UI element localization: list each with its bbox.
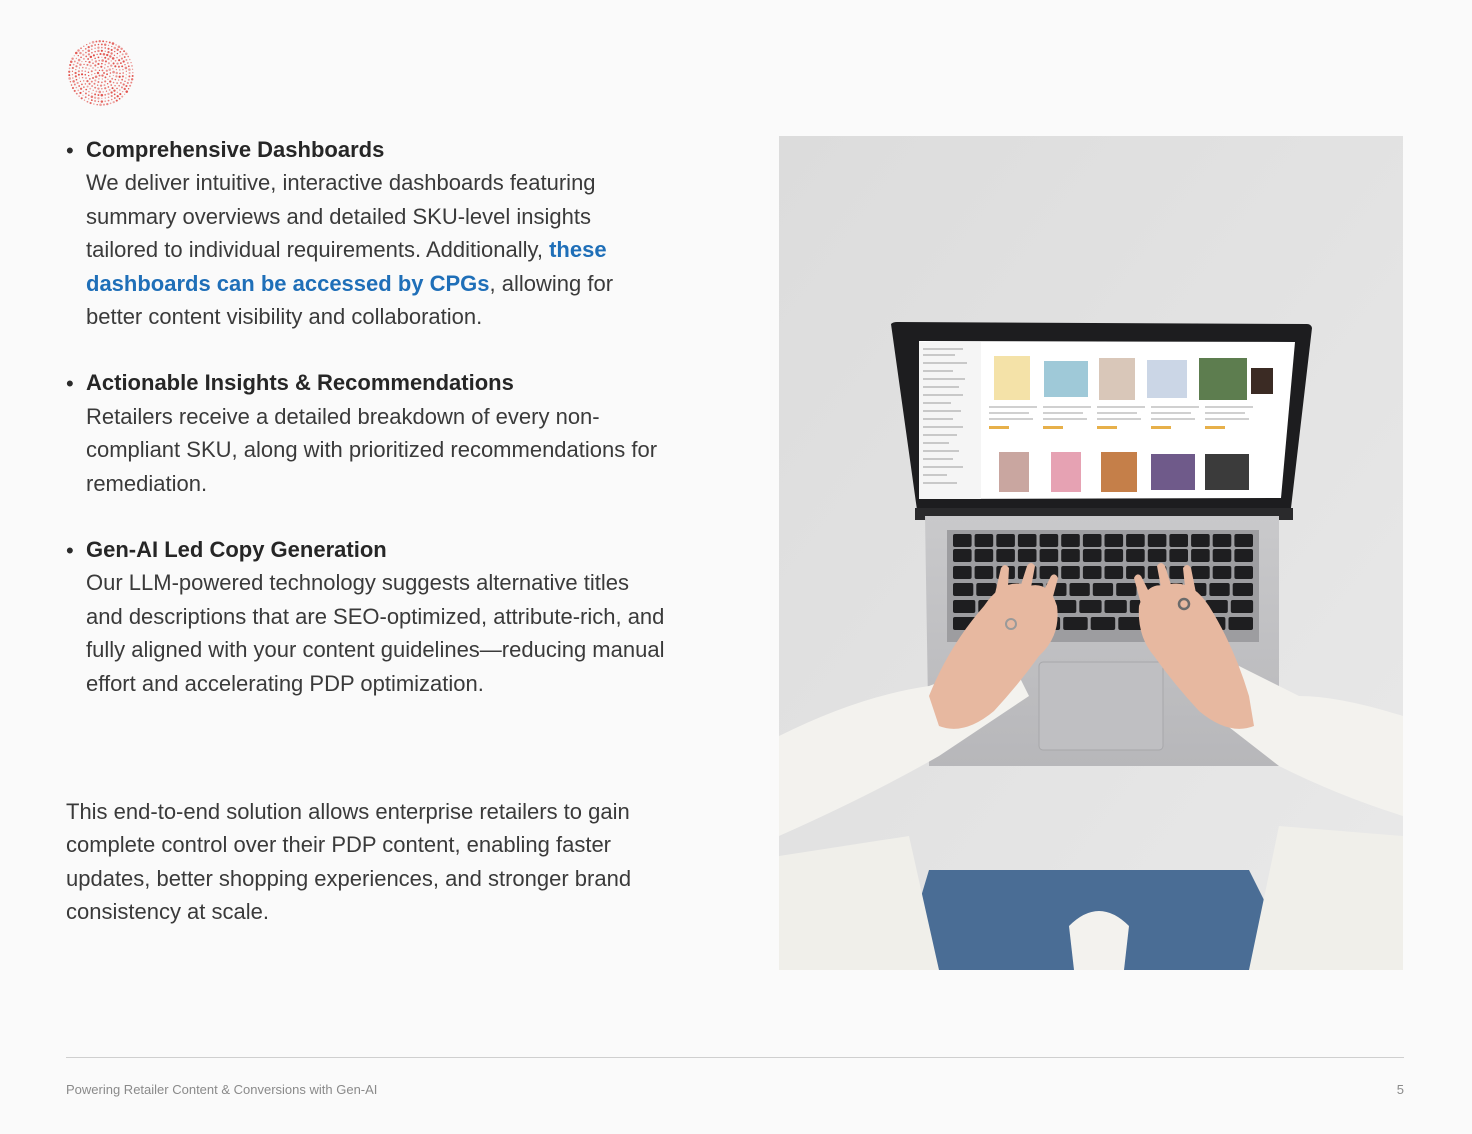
laptop-photo — [779, 136, 1403, 970]
feature-item-copy-generation — [66, 533, 666, 700]
feature-body-text: , allowing for better content visibility and collaboration. — [86, 270, 614, 330]
page-number: 5 — [1396, 1082, 1404, 1097]
feature-item-dashboards — [66, 133, 666, 333]
features-section — [66, 133, 666, 733]
feature-body-text: We deliver intuitive, interactive dashboards featuring summary overviews and detailed SKU-level insights tailored to individual requirements. Additionally, — [86, 170, 596, 263]
highlighted-link-text[interactable]: these dashboards can be accessed by CPGs — [86, 237, 607, 296]
laptop-illustration — [779, 136, 1403, 970]
feature-body: Retailers receive a detailed breakdown of every non-compliant SKU, along with prioritized recommendations for remediation. — [86, 403, 658, 496]
feature-title: Gen-AI Led Copy Generation — [86, 537, 387, 563]
bullet-icon: • — [66, 138, 74, 163]
footer-document-title: Powering Retailer Content & Conversions with Gen-AI — [66, 1082, 378, 1097]
feature-title: Comprehensive Dashboards — [86, 137, 385, 162]
bullet-icon: • — [66, 538, 74, 564]
bullet-icon: • — [66, 371, 74, 397]
feature-body — [86, 166, 666, 333]
feature-item-insights — [66, 366, 666, 500]
feature-body: Our LLM-powered technology suggests alternative titles and descriptions that are SEO-optimized, attribute-rich, and fully aligned with your content guidelines—reducing manual effort and accelerating PDP optimization. — [86, 570, 665, 696]
feature-title: Actionable Insights & Recommendations — [86, 370, 514, 396]
closing-paragraph: This end-to-end solution allows enterprise retailers to gain complete control over their PDP content, enabling faster updates, better shopping experiences, and stronger brand consistency at scale. — [66, 799, 632, 925]
brand-logo-icon — [64, 38, 138, 108]
footer-divider — [66, 1057, 1404, 1058]
